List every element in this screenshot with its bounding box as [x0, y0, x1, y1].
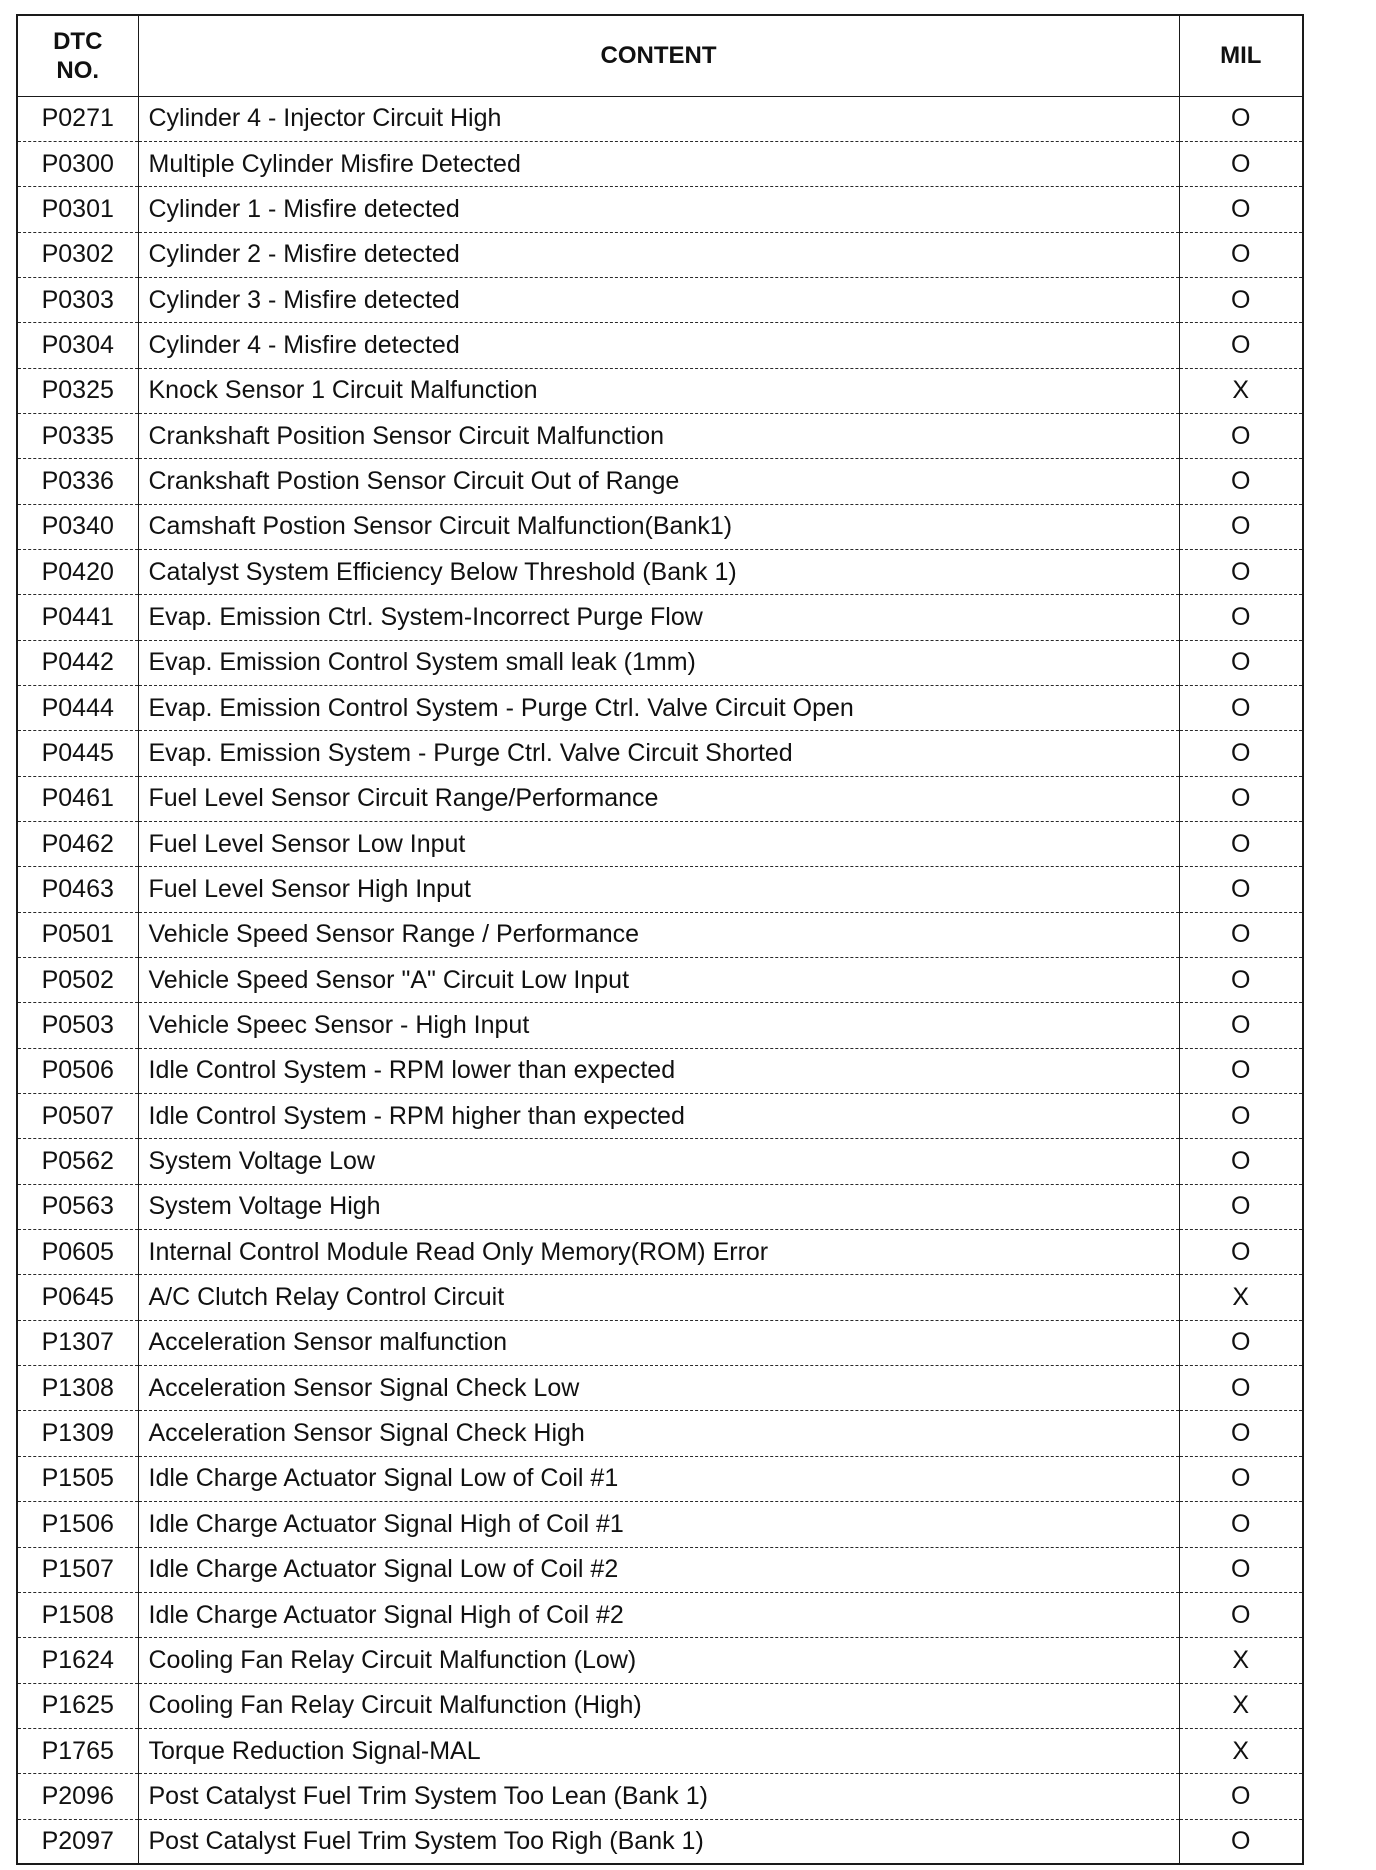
mil-status-cell: O [1179, 141, 1303, 186]
mil-status-cell: O [1179, 822, 1303, 867]
table-row [17, 1320, 1303, 1365]
table-row [17, 277, 1303, 322]
table-row [17, 1638, 1303, 1683]
dtc-content-cell: Evap. Emission System - Purge Ctrl. Valve Circuit Shorted [138, 731, 1179, 776]
mil-status-cell: O [1179, 1184, 1303, 1229]
dtc-code-cell: P0302 [17, 232, 138, 277]
dtc-code-cell: P0441 [17, 595, 138, 640]
mil-status-cell: O [1179, 1411, 1303, 1456]
dtc-content-cell: Acceleration Sensor Signal Check High [138, 1411, 1179, 1456]
table-row [17, 685, 1303, 730]
mil-status-cell: O [1179, 413, 1303, 458]
mil-status-cell: O [1179, 958, 1303, 1003]
table-row [17, 1819, 1303, 1864]
mil-status-cell: O [1179, 867, 1303, 912]
mil-status-cell: O [1179, 912, 1303, 957]
table-row [17, 459, 1303, 504]
table-row [17, 96, 1303, 141]
dtc-content-cell: A/C Clutch Relay Control Circuit [138, 1275, 1179, 1320]
dtc-code-cell: P1505 [17, 1456, 138, 1501]
dtc-code-cell: P0304 [17, 323, 138, 368]
dtc-content-cell: Vehicle Speec Sensor - High Input [138, 1003, 1179, 1048]
header-row [17, 15, 1303, 96]
dtc-code-cell: P2096 [17, 1774, 138, 1819]
dtc-code-cell: P1624 [17, 1638, 138, 1683]
dtc-content-cell: Crankshaft Postion Sensor Circuit Out of Range [138, 459, 1179, 504]
mil-status-cell: O [1179, 1819, 1303, 1864]
mil-status-cell: O [1179, 1592, 1303, 1637]
dtc-content-cell: Torque Reduction Signal-MAL [138, 1728, 1179, 1773]
table-row [17, 867, 1303, 912]
dtc-content-cell: Evap. Emission Control System small leak (1mm) [138, 640, 1179, 685]
mil-status-cell: O [1179, 1320, 1303, 1365]
mil-status-cell: O [1179, 1003, 1303, 1048]
dtc-content-cell: Fuel Level Sensor Circuit Range/Performance [138, 776, 1179, 821]
dtc-content-cell: Knock Sensor 1 Circuit Malfunction [138, 368, 1179, 413]
dtc-code-cell: P0420 [17, 549, 138, 594]
dtc-content-cell: Cylinder 4 - Injector Circuit High [138, 96, 1179, 141]
table-row [17, 731, 1303, 776]
mil-status-cell: O [1179, 1230, 1303, 1275]
table-body [17, 96, 1303, 1864]
dtc-code-cell: P1625 [17, 1683, 138, 1728]
dtc-content-cell: System Voltage Low [138, 1139, 1179, 1184]
dtc-code-cell: P0442 [17, 640, 138, 685]
table-row [17, 822, 1303, 867]
dtc-code-cell: P0507 [17, 1094, 138, 1139]
mil-status-cell: X [1179, 1275, 1303, 1320]
mil-status-cell: O [1179, 776, 1303, 821]
table-row [17, 1547, 1303, 1592]
table-row [17, 1139, 1303, 1184]
mil-status-cell: O [1179, 1094, 1303, 1139]
dtc-code-cell: P1506 [17, 1502, 138, 1547]
mil-status-cell: O [1179, 1774, 1303, 1819]
table-row [17, 1094, 1303, 1139]
dtc-content-cell: Idle Charge Actuator Signal High of Coil #1 [138, 1502, 1179, 1547]
dtc-content-cell: Vehicle Speed Sensor Range / Performance [138, 912, 1179, 957]
dtc-code-cell: P0463 [17, 867, 138, 912]
table-row [17, 1592, 1303, 1637]
dtc-code-cell: P1307 [17, 1320, 138, 1365]
dtc-table [16, 14, 1304, 1865]
table-header [17, 15, 1303, 96]
dtc-content-cell: Catalyst System Efficiency Below Threshold (Bank 1) [138, 549, 1179, 594]
table-row [17, 1774, 1303, 1819]
mil-status-cell: X [1179, 368, 1303, 413]
dtc-code-cell: P0340 [17, 504, 138, 549]
dtc-content-cell: Cylinder 4 - Misfire detected [138, 323, 1179, 368]
table-row [17, 595, 1303, 640]
table-row [17, 549, 1303, 594]
dtc-code-cell: P0300 [17, 141, 138, 186]
dtc-content-cell: Cylinder 2 - Misfire detected [138, 232, 1179, 277]
dtc-code-cell: P0562 [17, 1139, 138, 1184]
table-row [17, 1275, 1303, 1320]
dtc-content-cell: Cooling Fan Relay Circuit Malfunction (High) [138, 1683, 1179, 1728]
mil-status-cell: O [1179, 323, 1303, 368]
mil-status-cell: O [1179, 459, 1303, 504]
mil-status-cell: O [1179, 640, 1303, 685]
dtc-code-cell: P0444 [17, 685, 138, 730]
dtc-content-cell: Post Catalyst Fuel Trim System Too Lean (Bank 1) [138, 1774, 1179, 1819]
mil-status-cell: O [1179, 1139, 1303, 1184]
dtc-code-cell: P2097 [17, 1819, 138, 1864]
dtc-code-cell: P0336 [17, 459, 138, 504]
table-row [17, 232, 1303, 277]
dtc-code-cell: P0502 [17, 958, 138, 1003]
table-row [17, 776, 1303, 821]
dtc-code-cell: P0461 [17, 776, 138, 821]
dtc-code-cell: P1508 [17, 1592, 138, 1637]
table-row [17, 1230, 1303, 1275]
dtc-content-cell: Cylinder 3 - Misfire detected [138, 277, 1179, 322]
dtc-code-cell: P0563 [17, 1184, 138, 1229]
dtc-content-cell: System Voltage High [138, 1184, 1179, 1229]
dtc-content-cell: Idle Charge Actuator Signal Low of Coil #2 [138, 1547, 1179, 1592]
mil-status-cell: O [1179, 504, 1303, 549]
dtc-code-cell: P1309 [17, 1411, 138, 1456]
dtc-code-cell: P0501 [17, 912, 138, 957]
dtc-code-cell: P0645 [17, 1275, 138, 1320]
dtc-content-cell: Acceleration Sensor malfunction [138, 1320, 1179, 1365]
table-row [17, 640, 1303, 685]
table-row [17, 413, 1303, 458]
mil-status-cell: O [1179, 685, 1303, 730]
table-row [17, 1003, 1303, 1048]
mil-status-cell: O [1179, 277, 1303, 322]
dtc-code-cell: P0271 [17, 96, 138, 141]
dtc-code-cell: P0335 [17, 413, 138, 458]
dtc-content-cell: Crankshaft Position Sensor Circuit Malfunction [138, 413, 1179, 458]
mil-status-cell: O [1179, 1048, 1303, 1093]
mil-status-cell: O [1179, 1456, 1303, 1501]
mil-status-cell: O [1179, 1547, 1303, 1592]
dtc-content-cell: Internal Control Module Read Only Memory(ROM) Error [138, 1230, 1179, 1275]
table-row [17, 1366, 1303, 1411]
table-row [17, 1048, 1303, 1093]
mil-status-cell: O [1179, 595, 1303, 640]
dtc-code-cell: P0301 [17, 187, 138, 232]
table-row [17, 368, 1303, 413]
column-header-dtc-line2: NO. [56, 56, 100, 84]
dtc-content-cell: Idle Charge Actuator Signal High of Coil #2 [138, 1592, 1179, 1637]
dtc-content-cell: Cooling Fan Relay Circuit Malfunction (Low) [138, 1638, 1179, 1683]
mil-status-cell: O [1179, 549, 1303, 594]
table-row [17, 323, 1303, 368]
dtc-content-cell: Fuel Level Sensor Low Input [138, 822, 1179, 867]
dtc-code-cell: P1308 [17, 1366, 138, 1411]
dtc-content-cell: Idle Control System - RPM higher than expected [138, 1094, 1179, 1139]
dtc-content-cell: Fuel Level Sensor High Input [138, 867, 1179, 912]
column-header-mil: MIL [1179, 15, 1303, 96]
table-row [17, 1728, 1303, 1773]
dtc-content-cell: Evap. Emission Ctrl. System-Incorrect Purge Flow [138, 595, 1179, 640]
table-row [17, 1502, 1303, 1547]
dtc-code-cell: P0303 [17, 277, 138, 322]
dtc-content-cell: Vehicle Speed Sensor "A" Circuit Low Input [138, 958, 1179, 1003]
dtc-code-cell: P0605 [17, 1230, 138, 1275]
table-row [17, 958, 1303, 1003]
column-header-dtc-no [17, 15, 138, 96]
dtc-content-cell: Idle Control System - RPM lower than expected [138, 1048, 1179, 1093]
dtc-content-cell: Evap. Emission Control System - Purge Ctrl. Valve Circuit Open [138, 685, 1179, 730]
mil-status-cell: O [1179, 731, 1303, 776]
table-row [17, 141, 1303, 186]
dtc-code-cell: P1765 [17, 1728, 138, 1773]
dtc-content-cell: Post Catalyst Fuel Trim System Too Righ (Bank 1) [138, 1819, 1179, 1864]
mil-status-cell: X [1179, 1638, 1303, 1683]
table-row [17, 1456, 1303, 1501]
table-row [17, 1184, 1303, 1229]
dtc-code-cell: P0506 [17, 1048, 138, 1093]
table-row [17, 912, 1303, 957]
dtc-content-cell: Acceleration Sensor Signal Check Low [138, 1366, 1179, 1411]
mil-status-cell: O [1179, 187, 1303, 232]
dtc-content-cell: Cylinder 1 - Misfire detected [138, 187, 1179, 232]
dtc-content-cell: Multiple Cylinder Misfire Detected [138, 141, 1179, 186]
dtc-code-cell: P0503 [17, 1003, 138, 1048]
column-header-dtc-line1: DTC [53, 27, 103, 55]
dtc-code-cell: P0445 [17, 731, 138, 776]
table-row [17, 187, 1303, 232]
mil-status-cell: O [1179, 232, 1303, 277]
dtc-code-cell: P1507 [17, 1547, 138, 1592]
dtc-content-cell: Camshaft Postion Sensor Circuit Malfunction(Bank1) [138, 504, 1179, 549]
dtc-code-cell: P0462 [17, 822, 138, 867]
mil-status-cell: O [1179, 96, 1303, 141]
table-row [17, 1683, 1303, 1728]
column-header-content: CONTENT [138, 15, 1179, 96]
mil-status-cell: O [1179, 1502, 1303, 1547]
mil-status-cell: X [1179, 1683, 1303, 1728]
mil-status-cell: O [1179, 1366, 1303, 1411]
table-row [17, 504, 1303, 549]
dtc-content-cell: Idle Charge Actuator Signal Low of Coil #1 [138, 1456, 1179, 1501]
mil-status-cell: X [1179, 1728, 1303, 1773]
dtc-code-cell: P0325 [17, 368, 138, 413]
table-row [17, 1411, 1303, 1456]
